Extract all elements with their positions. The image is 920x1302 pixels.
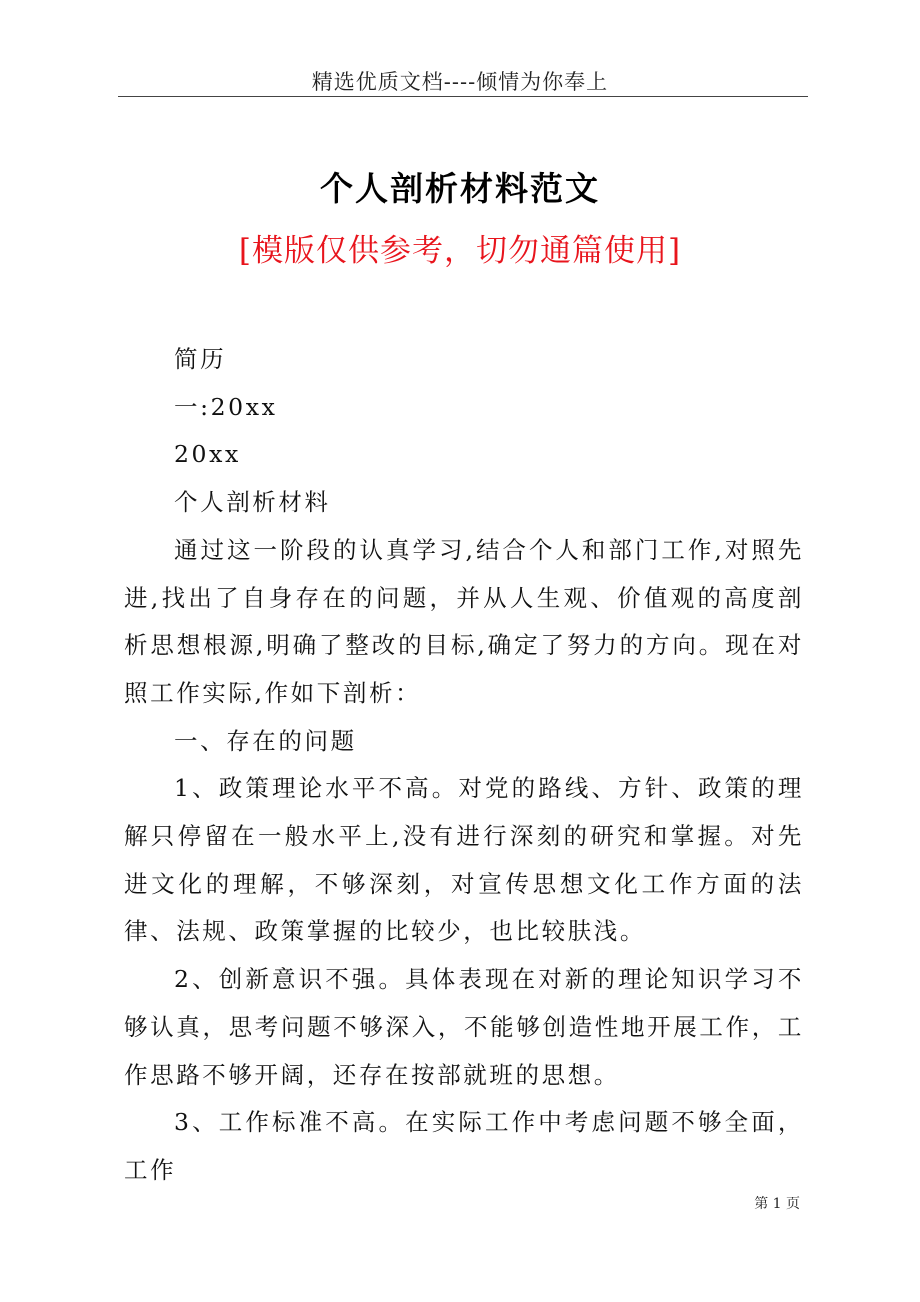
paragraph-problem-3: 3、工作标准不高。在实际工作中考虑问题不够全面，工作 xyxy=(124,1108,804,1184)
section-heading-problems: 一、存在的问题 xyxy=(174,726,357,755)
document-title: 个人剖析材料范文 xyxy=(320,169,600,208)
section-heading-analysis: 个人剖析材料 xyxy=(174,488,331,517)
paragraph-resume: 简历 xyxy=(174,345,227,373)
page-header: 精选优质文档----倾情为你奉上 xyxy=(311,70,609,94)
paragraph-problem-1: 1、政策理论水平不高。对党的路线、方针、政策的理解只停留在一般水平上,没有进行深刻的研究和掌握。对先进文化的理解，不够深刻，对宣传思想文化工作方面的法律、法规、政策掌握的比较少，也比较肤浅。 xyxy=(124,774,804,946)
document-body xyxy=(124,336,804,1195)
page-number: 第 1 页 xyxy=(754,1196,800,1212)
paragraph-year-1: 一:20xx xyxy=(174,392,278,421)
paragraph-year-2: 20xx xyxy=(174,440,241,469)
header-divider xyxy=(118,96,808,97)
document-subtitle: [模版仅供参考，切勿通篇使用] xyxy=(238,233,682,269)
paragraph-intro: 通过这一阶段的认真学习,结合个人和部门工作,对照先进,找出了自身存在的问题，并从人生观、价值观的高度剖析思想根源,明确了整改的目标,确定了努力的方向。现在对照工作实际,作如下剖析： xyxy=(124,535,804,707)
paragraph-problem-2: 2、创新意识不强。具体表现在对新的理论知识学习不够认真，思考问题不够深入，不能够创造性地开展工作，工作思路不够开阔，还存在按部就班的思想。 xyxy=(124,965,804,1089)
